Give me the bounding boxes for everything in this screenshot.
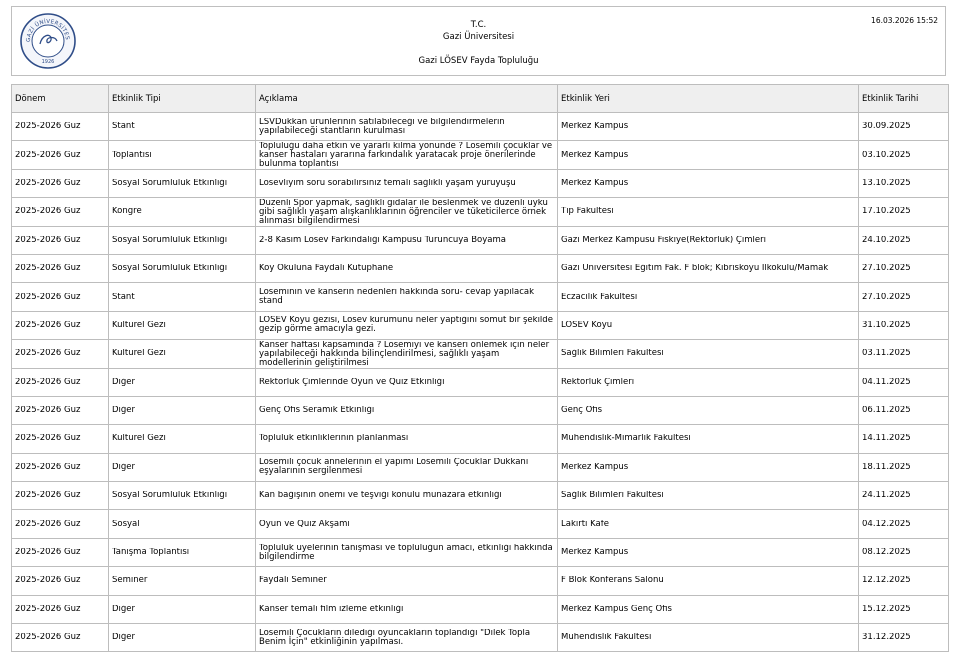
cell-etkinlik-tarihi-text: 08.12.2025 bbox=[862, 548, 911, 558]
cell-etkinlik-yeri-text: Gazi Üniversitesi Eğitim Fak. F blok; Kıbrısköyü İlkokulu/Mamak bbox=[561, 264, 829, 274]
cell-etkinlik-yeri bbox=[558, 198, 859, 226]
university-name: Gazi Üniversitesi bbox=[442, 32, 515, 42]
cell-etkinlik-tipi-text: Sosyal Sorumluluk Etkinliği bbox=[112, 235, 228, 245]
cell-etkinlik-tarihi-text: 30.09.2025 bbox=[862, 122, 911, 132]
cell-donem bbox=[12, 482, 109, 510]
cell-etkinlik-tarihi bbox=[859, 283, 949, 311]
cell-etkinlik-tarihi-text: 27.10.2025 bbox=[862, 292, 911, 302]
cell-etkinlik-tipi-text: Kültürel Gezi bbox=[112, 349, 166, 359]
table-header-row bbox=[12, 85, 949, 113]
cell-etkinlik-yeri-text: Mühendislik Fakültesi bbox=[561, 633, 652, 643]
cell-aciklama bbox=[256, 283, 558, 311]
cell-etkinlik-tipi-text: Diğer bbox=[112, 406, 136, 416]
cell-etkinlik-tipi-text: Kongre bbox=[112, 207, 142, 217]
cell-donem bbox=[12, 510, 109, 538]
cell-etkinlik-tipi bbox=[109, 198, 256, 226]
cell-aciklama-text: Düzenli Spor yapmak, sağlıklı gıdalar ile beslenmek ve düzenli uyku gibi sağlıklı yaşam alışkanlıklarının öğrenciler ve tüketicilerce örnek alınması bilgilendirmesi bbox=[259, 198, 548, 225]
cell-etkinlik-tarihi bbox=[859, 425, 949, 453]
cell-etkinlik-tarihi bbox=[859, 510, 949, 538]
cell-aciklama bbox=[256, 368, 558, 396]
logo-year: 1926 bbox=[41, 59, 55, 65]
cell-aciklama bbox=[256, 510, 558, 538]
cell-etkinlik-tipi-text: Seminer bbox=[112, 576, 148, 586]
cell-donem-text: 2025-2026 Güz bbox=[15, 633, 81, 643]
cell-etkinlik-yeri bbox=[558, 624, 859, 652]
cell-etkinlik-yeri-text: Merkez Kampüs bbox=[561, 122, 629, 132]
cell-donem-text: 2025-2026 Güz bbox=[15, 235, 81, 245]
cell-aciklama-text: Lösemili Çocukların dilediği oyuncakların toplandığı "Dilek Topla Benim İçin" etkinliğinin yapılması. bbox=[259, 628, 531, 647]
cell-etkinlik-yeri bbox=[558, 113, 859, 141]
cell-aciklama bbox=[256, 538, 558, 566]
cell-etkinlik-yeri-text: Gazi Merkez Kampüsü Fiskiye(Rektörlük) Çimleri bbox=[561, 235, 766, 245]
cell-donem-text: 2025-2026 Güz bbox=[15, 150, 81, 160]
column-header-aciklama[interactable]: Açıklama bbox=[256, 85, 558, 113]
column-header-etkinlik-yeri[interactable]: Etkinlik Yeri bbox=[558, 85, 859, 113]
cell-etkinlik-tarihi bbox=[859, 254, 949, 282]
cell-donem bbox=[12, 538, 109, 566]
cell-aciklama-text: Kan bağışının önemi ve teşviği konulu münazara etkinliği bbox=[259, 491, 502, 501]
cell-etkinlik-yeri bbox=[558, 169, 859, 197]
cell-etkinlik-yeri bbox=[558, 368, 859, 396]
cell-etkinlik-tarihi-text: 17.10.2025 bbox=[862, 207, 911, 217]
cell-etkinlik-tarihi-text: 13.10.2025 bbox=[862, 178, 911, 188]
cell-etkinlik-tarihi-text: 24.10.2025 bbox=[862, 235, 911, 245]
cell-donem-text: 2025-2026 Güz bbox=[15, 604, 81, 614]
cell-donem-text: 2025-2026 Güz bbox=[15, 122, 81, 132]
cell-etkinlik-tipi-text: Sosyal bbox=[112, 519, 140, 529]
cell-etkinlik-yeri-text: F Blok Konferans Salonu bbox=[561, 576, 664, 586]
cell-etkinlik-tipi-text: Stant bbox=[112, 122, 135, 132]
cell-etkinlik-tipi bbox=[109, 226, 256, 254]
cell-etkinlik-yeri-text: Genç Ofis bbox=[561, 406, 603, 416]
cell-donem bbox=[12, 141, 109, 169]
cell-aciklama-text: Lösemili çocuk annelerinin el yapımı Lösemili Çocuklar Dükkanı eşyalarının sergilenmesi bbox=[259, 458, 529, 477]
cell-etkinlik-tarihi-text: 31.10.2025 bbox=[862, 320, 911, 330]
cell-etkinlik-yeri-text: Merkez Kampüs bbox=[561, 548, 629, 558]
cell-etkinlik-yeri bbox=[558, 226, 859, 254]
cell-donem-text: 2025-2026 Güz bbox=[15, 406, 81, 416]
cell-etkinlik-yeri-text: Rektörlük Çimleri bbox=[561, 377, 635, 387]
cell-etkinlik-yeri-text: Lakırtı Kafe bbox=[561, 519, 609, 529]
cell-etkinlik-tipi bbox=[109, 595, 256, 623]
cell-etkinlik-tarihi bbox=[859, 198, 949, 226]
cell-etkinlik-tipi-text: Diğer bbox=[112, 633, 136, 643]
cell-etkinlik-tarihi-text: 06.11.2025 bbox=[862, 406, 911, 416]
cell-aciklama-text: Löseminin ve kanserin nedenleri hakkında soru- cevap yapılacak stand bbox=[259, 288, 535, 307]
cell-etkinlik-tipi bbox=[109, 141, 256, 169]
club-name: Gazi LÖSEV Fayda Topluluğu bbox=[418, 56, 539, 66]
header-titles bbox=[12, 19, 945, 67]
cell-etkinlik-tarihi bbox=[859, 368, 949, 396]
cell-aciklama-text: Topluluk üyelerinin tanışması ve topluluğun amacı, etkinliği hakkında bilgilendirme bbox=[259, 543, 553, 562]
cell-etkinlik-tarihi-text: 03.10.2025 bbox=[862, 150, 911, 160]
cell-etkinlik-tipi bbox=[109, 396, 256, 424]
cell-aciklama-text: LÖSEV Köyü gezisi, Lösev kurumunu neler yaptığını somut bir şekilde gezip görme amacıyla gezi. bbox=[259, 316, 553, 335]
cell-donem bbox=[12, 169, 109, 197]
cell-etkinlik-tarihi bbox=[859, 482, 949, 510]
cell-etkinlik-yeri bbox=[558, 567, 859, 595]
cell-etkinlik-tarihi-text: 03.11.2025 bbox=[862, 349, 911, 359]
cell-etkinlik-yeri-text: Eczacılık Fakültesi bbox=[561, 292, 638, 302]
cell-etkinlik-tarihi bbox=[859, 624, 949, 652]
cell-aciklama bbox=[256, 141, 558, 169]
cell-aciklama bbox=[256, 311, 558, 339]
cell-etkinlik-tarihi bbox=[859, 595, 949, 623]
cell-donem-text: 2025-2026 Güz bbox=[15, 292, 81, 302]
cell-aciklama bbox=[256, 624, 558, 652]
table-row bbox=[12, 283, 949, 311]
cell-aciklama bbox=[256, 595, 558, 623]
cell-etkinlik-tipi bbox=[109, 368, 256, 396]
cell-donem-text: 2025-2026 Güz bbox=[15, 207, 81, 217]
cell-etkinlik-yeri bbox=[558, 340, 859, 368]
cell-donem bbox=[12, 311, 109, 339]
cell-donem bbox=[12, 113, 109, 141]
cell-etkinlik-tipi-text: Stant bbox=[112, 292, 135, 302]
cell-etkinlik-yeri bbox=[558, 595, 859, 623]
table-row bbox=[12, 482, 949, 510]
cell-etkinlik-tipi bbox=[109, 482, 256, 510]
cell-aciklama bbox=[256, 396, 558, 424]
table-row bbox=[12, 169, 949, 197]
cell-aciklama-text: Topluluk etkinliklerinin planlanması bbox=[259, 434, 409, 444]
cell-etkinlik-yeri bbox=[558, 396, 859, 424]
cell-aciklama bbox=[256, 226, 558, 254]
column-header-etkinlik-tarihi[interactable]: Etkinlik Tarihi bbox=[859, 85, 949, 113]
cell-aciklama bbox=[256, 198, 558, 226]
cell-aciklama-text: Köy Okuluna Faydalı Kütüphane bbox=[259, 264, 394, 274]
cell-etkinlik-tipi-text: Kültürel Gezi bbox=[112, 320, 166, 330]
cell-etkinlik-tarihi bbox=[859, 169, 949, 197]
cell-etkinlik-tarihi-text: 15.12.2025 bbox=[862, 604, 911, 614]
cell-etkinlik-tipi bbox=[109, 538, 256, 566]
cell-etkinlik-tarihi bbox=[859, 113, 949, 141]
cell-aciklama-text: Lösevliyim soru sorabilirsiniz temalı sağlıklı yaşam yürüyüşü bbox=[259, 178, 516, 188]
cell-etkinlik-tipi-text: Diğer bbox=[112, 462, 136, 472]
table-row bbox=[12, 198, 949, 226]
cell-etkinlik-tarihi bbox=[859, 538, 949, 566]
cell-aciklama bbox=[256, 453, 558, 481]
table-row bbox=[12, 113, 949, 141]
cell-etkinlik-tipi-text: Diğer bbox=[112, 604, 136, 614]
cell-etkinlik-tipi-text: Sosyal Sorumluluk Etkinliği bbox=[112, 491, 228, 501]
cell-aciklama-text: Oyun ve Quiz Akşamı bbox=[259, 519, 350, 529]
cell-etkinlik-yeri bbox=[558, 453, 859, 481]
cell-etkinlik-tipi-text: Sosyal Sorumluluk Etkinliği bbox=[112, 264, 228, 274]
table-row bbox=[12, 340, 949, 368]
cell-aciklama-text: Rektörlük Çimlerinde Oyun ve Quiz Etkinliği bbox=[259, 377, 445, 387]
cell-donem-text: 2025-2026 Güz bbox=[15, 548, 81, 558]
cell-etkinlik-tarihi-text: 18.11.2025 bbox=[862, 462, 911, 472]
cell-donem bbox=[12, 425, 109, 453]
cell-aciklama-text: Kanser temalı film izleme etkinliği bbox=[259, 604, 404, 614]
table-row bbox=[12, 510, 949, 538]
cell-etkinlik-tipi bbox=[109, 425, 256, 453]
table-row bbox=[12, 396, 949, 424]
cell-etkinlik-yeri-text: Merkez Kampüs bbox=[561, 150, 629, 160]
cell-donem-text: 2025-2026 Güz bbox=[15, 519, 81, 529]
table-row bbox=[12, 538, 949, 566]
cell-etkinlik-tipi-text: Sosyal Sorumluluk Etkinliği bbox=[112, 178, 228, 188]
cell-etkinlik-tipi bbox=[109, 453, 256, 481]
cell-etkinlik-yeri bbox=[558, 254, 859, 282]
cell-etkinlik-tarihi bbox=[859, 141, 949, 169]
table-row bbox=[12, 254, 949, 282]
table-row bbox=[12, 425, 949, 453]
cell-donem-text: 2025-2026 Güz bbox=[15, 320, 81, 330]
cell-etkinlik-tipi-text: Diğer bbox=[112, 377, 136, 387]
cell-etkinlik-yeri-text: Merkez Kampüs Genç Ofis bbox=[561, 604, 672, 614]
cell-etkinlik-tipi-text: Toplantısı bbox=[112, 150, 152, 160]
cell-etkinlik-yeri bbox=[558, 311, 859, 339]
cell-donem-text: 2025-2026 Güz bbox=[15, 377, 81, 387]
cell-aciklama-text: 2-8 Kasım Lösev Farkındalığı Kampüsü Turuncuya Boyama bbox=[259, 235, 506, 245]
cell-etkinlik-tarihi bbox=[859, 396, 949, 424]
logo-ring-text: GAZİ ÜNİVERSİTES bbox=[25, 18, 71, 43]
cell-aciklama-text: Genç Ofis Seramik Etkinliği bbox=[259, 406, 375, 416]
column-header-etkinlik-tipi[interactable]: Etkinlik Tipi bbox=[109, 85, 256, 113]
cell-aciklama-text: Kanser haftası kapsamında ? Lösemiyi ve kanseri önlemek için neler yapılabileceği hakkında bilinçlendirilmesi, sağlıklı yaşam modellerinin geliştirilmesi bbox=[259, 340, 550, 367]
cell-etkinlik-tipi bbox=[109, 283, 256, 311]
cell-donem-text: 2025-2026 Güz bbox=[15, 434, 81, 444]
cell-etkinlik-tarihi-text: 27.10.2025 bbox=[862, 264, 911, 274]
cell-etkinlik-tarihi-text: 14.11.2025 bbox=[862, 434, 911, 444]
cell-etkinlik-yeri-text: Sağlık Bilimleri Fakültesi bbox=[561, 349, 664, 359]
table-row bbox=[12, 311, 949, 339]
cell-donem bbox=[12, 283, 109, 311]
table-row bbox=[12, 368, 949, 396]
cell-donem bbox=[12, 624, 109, 652]
cell-etkinlik-tarihi-text: 12.12.2025 bbox=[862, 576, 911, 586]
cell-donem bbox=[12, 198, 109, 226]
cell-etkinlik-tarihi bbox=[859, 453, 949, 481]
cell-aciklama bbox=[256, 482, 558, 510]
column-header-donem[interactable]: Dönem bbox=[12, 85, 109, 113]
cell-etkinlik-yeri bbox=[558, 141, 859, 169]
cell-etkinlik-tarihi bbox=[859, 567, 949, 595]
report-header bbox=[11, 6, 946, 76]
cell-aciklama bbox=[256, 254, 558, 282]
cell-etkinlik-tipi-text: Tanışma Toplantısı bbox=[112, 548, 190, 558]
cell-etkinlik-tarihi bbox=[859, 226, 949, 254]
cell-etkinlik-yeri-text: LÖSEV Köyü bbox=[561, 320, 613, 330]
cell-etkinlik-yeri-text: Tıp Fakültesi bbox=[561, 207, 614, 217]
cell-etkinlik-yeri bbox=[558, 283, 859, 311]
table-row bbox=[12, 624, 949, 652]
cell-aciklama bbox=[256, 425, 558, 453]
cell-donem bbox=[12, 453, 109, 481]
table-row bbox=[12, 567, 949, 595]
cell-etkinlik-tipi bbox=[109, 254, 256, 282]
cell-etkinlik-tipi bbox=[109, 624, 256, 652]
cell-etkinlik-tipi bbox=[109, 340, 256, 368]
cell-etkinlik-tarihi-text: 24.11.2025 bbox=[862, 491, 911, 501]
cell-etkinlik-yeri-text: Merkez Kampüs bbox=[561, 178, 629, 188]
table-row bbox=[12, 595, 949, 623]
cell-etkinlik-tarihi-text: 31.12.2025 bbox=[862, 633, 911, 643]
cell-donem bbox=[12, 368, 109, 396]
cell-donem bbox=[12, 567, 109, 595]
events-table bbox=[11, 84, 949, 652]
cell-donem-text: 2025-2026 Güz bbox=[15, 349, 81, 359]
cell-donem-text: 2025-2026 Güz bbox=[15, 264, 81, 274]
cell-donem bbox=[12, 340, 109, 368]
cell-donem bbox=[12, 595, 109, 623]
print-timestamp: 16.03.2026 15:52 bbox=[871, 16, 938, 25]
cell-donem bbox=[12, 396, 109, 424]
cell-donem-text: 2025-2026 Güz bbox=[15, 491, 81, 501]
cell-etkinlik-yeri bbox=[558, 510, 859, 538]
cell-aciklama bbox=[256, 169, 558, 197]
cell-etkinlik-tipi bbox=[109, 169, 256, 197]
cell-etkinlik-yeri-text: Mühendislik-Mimarlık Fakültesi bbox=[561, 434, 691, 444]
cell-etkinlik-tipi-text: Kültürel Gezi bbox=[112, 434, 166, 444]
cell-etkinlik-tarihi bbox=[859, 311, 949, 339]
cell-etkinlik-tipi bbox=[109, 311, 256, 339]
table-row bbox=[12, 226, 949, 254]
cell-donem bbox=[12, 226, 109, 254]
cell-donem bbox=[12, 254, 109, 282]
cell-donem-text: 2025-2026 Güz bbox=[15, 178, 81, 188]
cell-etkinlik-yeri-text: Sağlık Bilimleri Fakültesi bbox=[561, 491, 664, 501]
cell-etkinlik-tarihi-text: 04.12.2025 bbox=[862, 519, 911, 529]
table-row bbox=[12, 141, 949, 169]
cell-etkinlik-tipi bbox=[109, 567, 256, 595]
cell-etkinlik-tipi bbox=[109, 510, 256, 538]
cell-etkinlik-yeri bbox=[558, 482, 859, 510]
cell-donem-text: 2025-2026 Güz bbox=[15, 576, 81, 586]
cell-etkinlik-tarihi-text: 04.11.2025 bbox=[862, 377, 911, 387]
table-row bbox=[12, 453, 949, 481]
cell-aciklama bbox=[256, 340, 558, 368]
cell-etkinlik-yeri bbox=[558, 425, 859, 453]
cell-aciklama-text: Topluluğu daha etkin ve yararlı kılma yönünde ? Lösemili çocuklar ve kanser hastaları yararına farkındalık yaratacak proje önerilerinde bulunma toplantısı bbox=[259, 142, 553, 169]
cell-etkinlik-yeri-text: Merkez Kampüs bbox=[561, 462, 629, 472]
header-line-tc: T.C. bbox=[470, 20, 487, 30]
cell-etkinlik-tipi bbox=[109, 113, 256, 141]
cell-etkinlik-yeri bbox=[558, 538, 859, 566]
cell-etkinlik-tarihi bbox=[859, 340, 949, 368]
cell-aciklama bbox=[256, 567, 558, 595]
cell-aciklama-text: LSVDükkan ürünlerinin satılabileceği ve bilgilendirmelerin yapılabileceği stantların kurulması bbox=[259, 117, 505, 136]
cell-donem-text: 2025-2026 Güz bbox=[15, 462, 81, 472]
cell-aciklama bbox=[256, 113, 558, 141]
cell-aciklama-text: Faydalı Seminer bbox=[259, 576, 327, 586]
